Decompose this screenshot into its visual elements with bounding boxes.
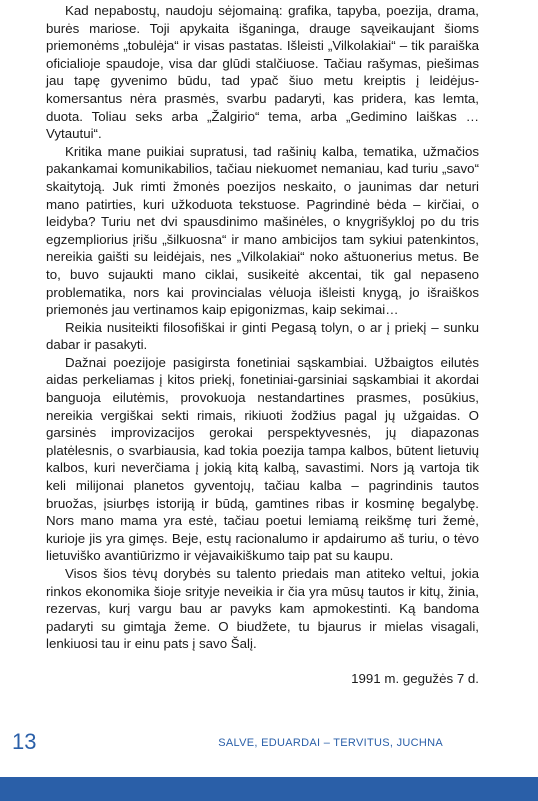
footer-color-band	[0, 777, 538, 801]
paragraph-5: Visos šios tėvų dorybės su talento priedais man atiteko veltui, jokia rinkos ekonomika šioje srityje neveikia ir čia yra mūsų tautos ir kitų, žinia, rezervas, kurį vargu bau ar pavyks kam apmokestinti. Ką bandoma padaryti su gimtąja žeme. O biudžete, tu bjaurus ir mielas visagali, lenkiuosi tau ir einu pats į savo Šalį.	[46, 566, 479, 652]
paragraph-2: Kritika mane puikiai supratusi, tad rašinių kalba, tematika, užmačios pakankamai komunikabilios, tačiau niekuomet nemaniau, kad turiu „savo“ skaitytoją. Juk rimti žmonės poezijos neskaito, o jaunimas dar neturi mano patirties, kuri užkoduota tekstuose. Pagrindinė bėda – kirčiai, o leidyba? Turiu net dvi spausdinimo mašinėles, o knygrišykloj po du tris egzempliorius įrišu „šilkuosna“ ir mano ambicijos tam sykiui patenkintos, nereikia gaišti su leidėjais, nes „Vilkolakiai“ noko aštuonerius metus. Be to, buvo sujaukti mano ciklai, susikeitė akcentai, tik gal nepaseno problematika, nors kai provincialas vėluoja išleisti knygą, jo išraiškos priemonės jau vertinamos kaip epigonizmas, kaip sekimai…	[46, 143, 479, 318]
signature-date: 1991 m. gegužės 7 d.	[351, 670, 479, 686]
page-number: 13	[12, 729, 37, 754]
running-footer-title: SALVE, EDUARDAI – TERVITUS, JUCHNA	[218, 737, 443, 749]
body-text	[46, 2, 479, 688]
paragraph-3: Reikia nusiteikti filosofiškai ir ginti Pegasą tolyn, o ar į priekį – sunku dabar ir pasakyti.	[46, 319, 479, 353]
paragraph-4: Dažnai poezijoje pasigirsta fonetiniai sąskambiai. Užbaigtos eilutės aidas perkeliamas į kitos priekį, fonetiniai-garsiniai sąskambiai it akordai banguoja eilutėmis, provokuoja nestandartines prasmes, posūkius, nereikia vergiškai sekti rimais, rikiuoti žodžius pagal jų užgaidas. O garsinės improvizacijos gerokai perspektyvesnės, jų diapazonas platėlesnis, o svarbiausia, kad tokia poezija tampa kalbos, būtent lietuvių kalbos, kuri neverčiama į jokią kitą kalbą, savastimi. Nors ją vartoja tik keli milijonai planetos gyventojų, tačiau kalba – pagrindinis tautos bruožas, įsiurbęs istoriją ir būdą, gamtines ribas ir kosminę begalybę. Nors mano mama yra estė, tačiau poetui lemiamą reikšmę turi žemė, kurioje jis yra gimęs. Beje, estų racionalumo ir apdairumo aš turiu, o tėvo lietuviško avantiūrizmo ir vėjavaikiškumo taip pat su kaupu.	[46, 354, 479, 564]
paragraph-1: Kad nepabostų, naudoju sėjomainą: grafika, tapyba, poezija, drama, burės mariose. Toji apykaita išganinga, drauge sąveikaujant šioms priemonėms „tobulėja“ ir visas pastatas. Išleisti „Vilkolakiai“ – tik paraiška oficialioje spaudoje, visa dar glūdi stalčiuose. Tačiau rašymas, piešimas jau tapę gyvenimo būdu, tad ypač šiuo metu kreiptis į leidėjus-komersantus nėra prasmės, svarbu padaryti, kas pridera, kas lemta, duota. Toliau seks arba „Žalgirio“ tema, arba „Gedimino laiškas … Vytautui“.	[46, 3, 479, 142]
